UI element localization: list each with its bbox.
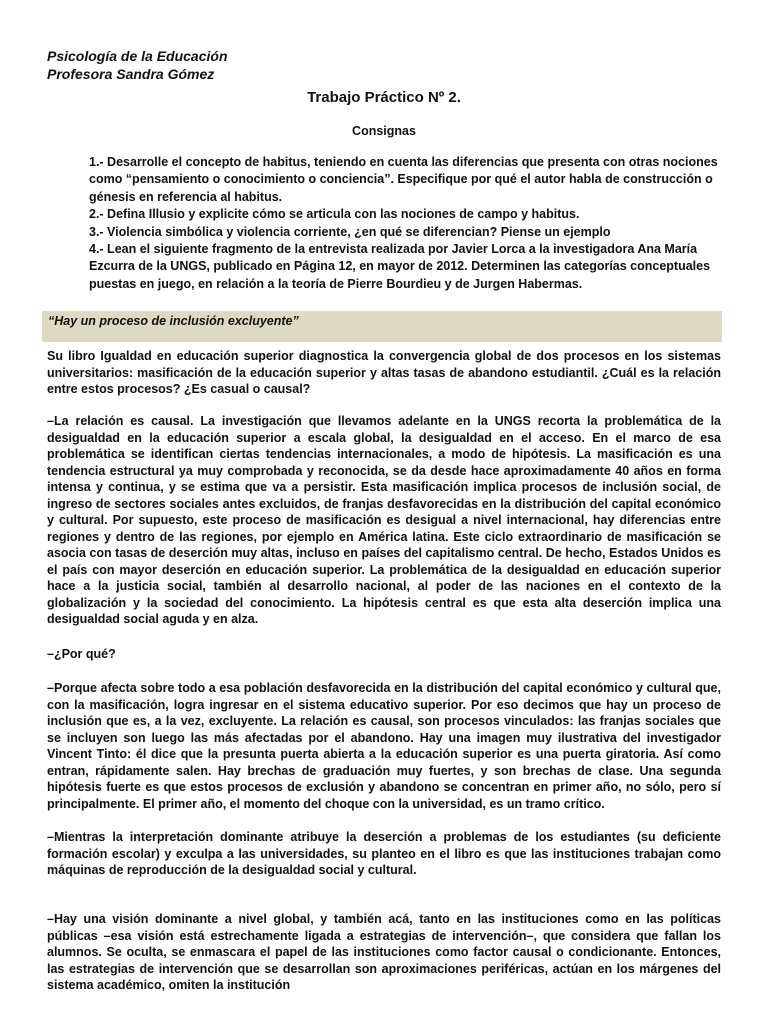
quote-title-band (42, 311, 722, 342)
paragraph: –Porque afecta sobre todo a esa población desfavorecida en la distribución del capital económico y cultural que, con la masificación, logra ingresar en el sistema educativo superior. Por eso decimos que hay un proceso de inclusión que es, a la vez, excluyente. La relación es causal, son procesos vinculados: las franjas sociales que se incluyen son luego las más afectadas por el abandono. Hay una imagen muy ilustrativa del investigador Vincent Tinto: él dice que la presunta puerta abierta a la educación superior es una puerta giratoria. Así como entran, rápidamente salen. Hay brechas de graduación muy fuertes, y son brechas de clase. Una segunda hipótesis fuerte es que estos procesos de exclusión y abandono se concentran en primer año, no sólo, pero sí principalmente. El primer año, el momento del choque con la universidad, es un tramo crítico. (47, 681, 721, 811)
paragraph: –¿Por qué? (47, 647, 116, 661)
paragraph: –Hay una visión dominante a nivel global, y también acá, tanto en las instituciones como en las políticas públicas –esa visión está estrechamente ligada a estrategias de intervención–, que considera que fallan los alumnos. Se oculta, se enmascara el papel de las instituciones como factor causal o condicionante. Entonces, las estrategias de intervención que se desarrollan son aproximaciones periféricas, actúan en los márgenes del sistema académico, omiten la institución (47, 912, 721, 992)
quote-title: “Hay un proceso de inclusión excluyente” (48, 314, 299, 328)
instruction-item: 1.- Desarrolle el concepto de habitus, teniendo en cuenta las diferencias que presenta con otras nociones como “pensamiento o conocimiento o conciencia”. Especifique por qué el autor habla de construcción o génesis en referencia al habitus. (89, 155, 718, 204)
paragraph: –Mientras la interpretación dominante atribuye la deserción a problemas de los estudiantes (su deficiente formación escolar) y exculpa a las universidades, su planteo en el libro es que las instituciones trabajan como máquinas de reproducción de la desigualdad social y cultural. (47, 830, 721, 877)
instruction-item: 2.- Defina Illusio y explicite cómo se articula con las nociones de campo y habitus. (89, 207, 580, 222)
document-title: Trabajo Práctico Nº 2. (307, 89, 461, 106)
instruction-item: 3.- Violencia simbólica y violencia corriente, ¿en qué se diferencian? Piense un ejemplo (89, 224, 611, 239)
paragraph: Su libro Igualdad en educación superior diagnostica la convergencia global de dos procesos en los sistemas universitarios: masificación de la educación superior y altas tasas de abandono estudiantil. ¿Cuál es la relación entre estos procesos? ¿Es casual o causal? (47, 349, 721, 396)
professor-name: Profesora Sandra Gómez (47, 66, 215, 82)
course-name: Psicología de la Educación (47, 48, 228, 64)
instructions-list (89, 154, 719, 293)
instruction-item: 4.- Lean el siguiente fragmento de la entrevista realizada por Javier Lorca a la investigadora Ana María Ezcurra de la UNGS, publicado en Página 12, en mayor de 2012. Determinen las categorías conceptuales puestas en juego, en relación a la teoría de Pierre Bourdieu y de Jurgen Habermas. (89, 242, 711, 291)
document-subtitle: Consignas (352, 124, 416, 138)
paragraph: –La relación es causal. La investigación que llevamos adelante en la UNGS recorta la problemática de la desigualdad en la educación superior a escala global, la desigualdad en el acceso. En el marco de esa problemática se identifican ciertas tendencias internacionales, a modo de hipótesis. La masificación es una tendencia estructural ya muy comprobada y reconocida, se da desde hace aproximadamente 40 años en forma intensa y continua, y se estima que va a persistir. Esta masificación implica procesos de inclusión social, de ingreso de sectores sociales antes excluidos, de franjas desfavorecidas en la distribución del capital económico y cultural. Por supuesto, este proceso de masificación es desigual a nivel internacional, hay diferencias entre regiones y dentro de las regiones, por ejemplo en América latina. Este ciclo extraordinario de masificación se asocia con tasas de deserción muy altas, incluso en países del capitalismo central. De hecho, Estados Unidos es el país con mayor deserción en educación superior. La problemática de la desigualdad en educación superior hace a la justicia social, también al desarrollo nacional, al poder de las naciones en el contexto de la globalización y la sociedad del conocimiento. La hipótesis central es que esta alta deserción implica una desigualdad social aguda y en alza. (47, 414, 721, 626)
